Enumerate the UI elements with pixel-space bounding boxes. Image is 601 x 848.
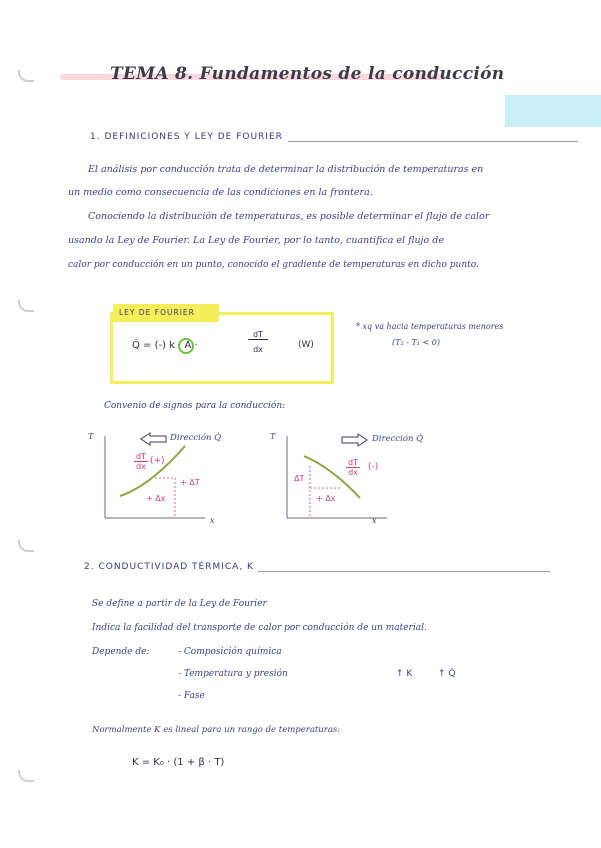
note-line-1: * xq va hacia temperaturas menores xyxy=(356,322,504,331)
section1-line-1: El análisis por conducción trata de determinar la distribución de temperaturas en xyxy=(88,164,484,175)
graph1-sign: (+) xyxy=(150,456,165,466)
graph2-delta-x: + Δx xyxy=(316,494,336,503)
section2-line-2: Indica la facilidad del transporte de calor por conducción de un material. xyxy=(92,623,427,633)
graph1-y-label: T xyxy=(88,432,94,441)
graph1-delta-t: + ΔT xyxy=(180,478,200,487)
section1-heading: 1. DEFINICIONES Y LEY DE FOURIER xyxy=(90,132,283,142)
arrow-right-icon xyxy=(340,434,368,446)
fourier-formula-left: Q̇ = (-) k · A · xyxy=(132,340,198,351)
fourier-law-label: LEY DE FOURIER xyxy=(113,304,219,322)
graph1-deriv-den: dx xyxy=(136,462,146,471)
punch-hole-mark xyxy=(18,70,34,82)
section2-line-1: Se define a partir de la Ley de Fourier xyxy=(92,599,267,609)
conductivity-equation: K = K₀ · (1 + β · T) xyxy=(132,757,225,768)
cyan-tab-marker xyxy=(505,95,601,127)
section2-linear-text: Normalmente K es lineal para un rango de temperaturas: xyxy=(92,725,341,735)
graph2-delta-t: ΔT xyxy=(294,474,305,483)
graph2-x-label: x xyxy=(372,516,377,525)
section2-item-3: - Fase xyxy=(178,691,205,701)
fourier-formula-denominator: dx xyxy=(253,345,263,354)
arrow-left-icon xyxy=(140,433,168,445)
graph2-y-label: T xyxy=(270,432,276,441)
section2-rule xyxy=(258,571,550,572)
section2-depends: Depende de: xyxy=(92,647,150,657)
graph1-direction: Dirección Q̇ xyxy=(170,433,222,443)
section1-line-4: usando la Ley de Fourier. La Ley de Fourier, por lo tanto, cuantifica el flujo de xyxy=(68,235,444,246)
page-title: TEMA 8. Fundamentos de la conducción xyxy=(110,64,505,84)
graph1-x-label: x xyxy=(210,516,215,525)
graph1-delta-x: + Δx xyxy=(146,494,166,503)
section1-rule xyxy=(288,141,578,142)
section1-line-3: Conociendo la distribución de temperaturas, es posible determinar el flujo de calor xyxy=(88,211,490,222)
graph2-sign: (-) xyxy=(368,462,379,472)
note-line-2: (T₂ - T₁ < 0) xyxy=(392,338,440,347)
fourier-formula-units: (W) xyxy=(298,340,314,350)
graph1-deriv-num: dT xyxy=(134,452,148,462)
section2-item-2: - Temperatura y presión xyxy=(178,669,288,679)
punch-hole-mark xyxy=(18,540,34,552)
section2-item-1: - Composición química xyxy=(178,647,282,657)
punch-hole-mark xyxy=(18,300,34,312)
minus-sign-circle-icon xyxy=(176,336,196,356)
k-up-arrow: ↑ K xyxy=(396,669,413,679)
sign-convention-text: Convenio de signos para la conducción: xyxy=(104,401,286,411)
graph2-direction: Dirección Q̇ xyxy=(372,434,424,444)
graph2-deriv-num: dT xyxy=(346,458,360,468)
section1-line-2: un medio como consecuencia de las condiciones en la frontera. xyxy=(68,187,373,198)
q-up-arrow: ↑ Q̇ xyxy=(438,669,456,679)
section1-line-5: calor por conducción en un punto, conocido el gradiente de temperaturas en dicho punto. xyxy=(68,260,479,270)
graph1-curve xyxy=(120,446,185,496)
fourier-formula-numerator: dT xyxy=(248,330,268,340)
punch-hole-mark xyxy=(18,770,34,782)
section2-heading: 2. CONDUCTIVIDAD TÉRMICA, K xyxy=(84,562,254,572)
graph2-deriv-den: dx xyxy=(348,468,358,477)
